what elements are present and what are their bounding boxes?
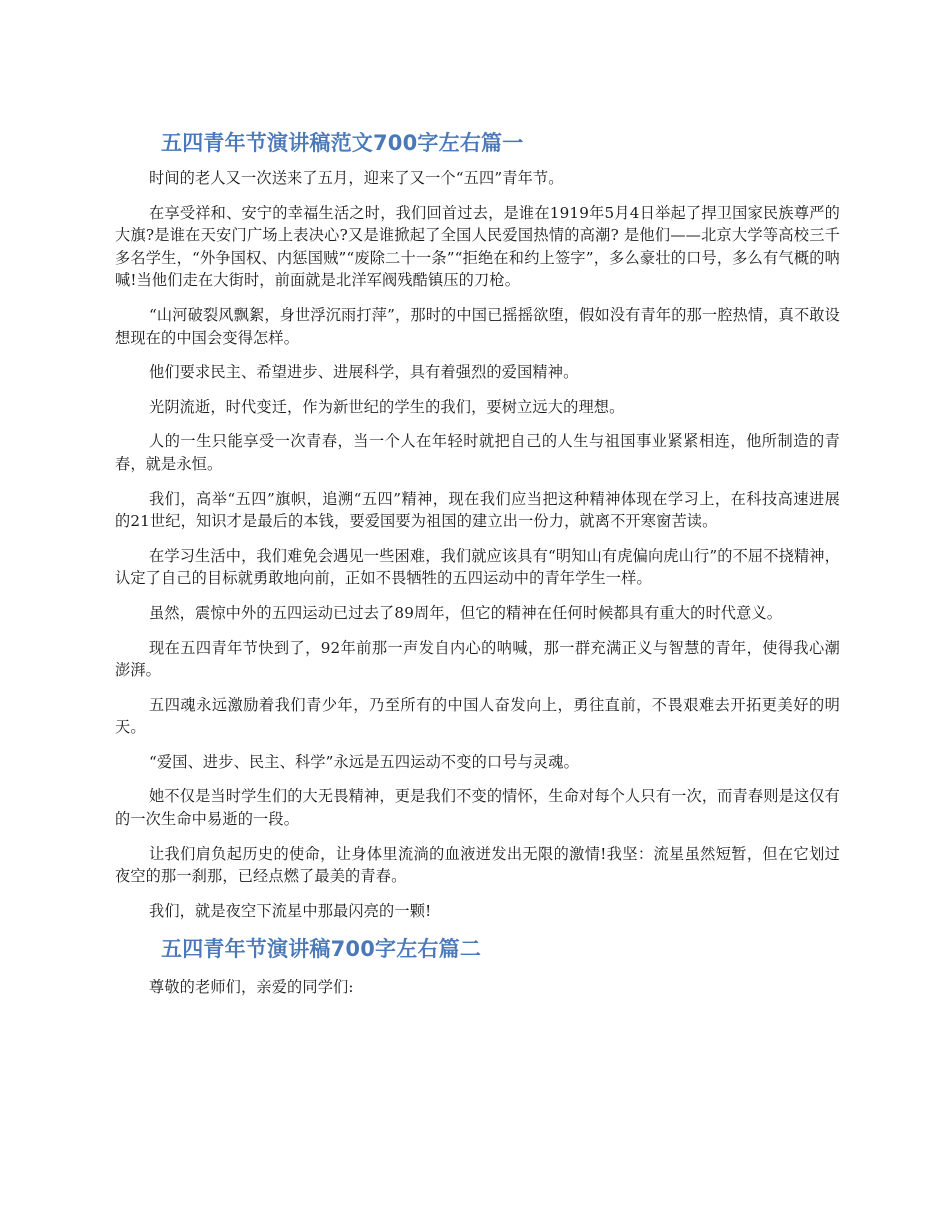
paragraph: 人的一生只能享受一次青春，当一个人在年轻时就把自己的人生与祖国事业紧紧相连，他所制造的青春，就是永恒。	[115, 432, 840, 473]
paragraph: 我们，就是夜空下流星中那最闪亮的一颗!	[149, 901, 432, 920]
paragraph: 让我们肩负起历史的使命，让身体里流淌的血液迸发出无限的激情!我坚：流星虽然短暂，但在它划过夜空的那一刹那，已经点燃了最美的青春。	[115, 844, 840, 886]
paragraph: 尊敬的老师们，亲爱的同学们:	[149, 978, 354, 997]
paragraph: “爱国、进步、民主、科学”永远是五四运动不变的口号与灵魂。	[149, 752, 579, 771]
paragraph: 他们要求民主、希望进步、进展科学，具有着强烈的爱国精神。	[149, 363, 579, 382]
paragraph: 在学习生活中，我们难免会遇见一些困难，我们就应该具有“明知山有虎偏向虎山行”的不屈不挠精神，认定了自己的目标就勇敢地向前，正如不畏牺牲的五四运动中的青年学生一样。	[115, 546, 840, 588]
paragraph: 在享受祥和、安宁的幸福生活之时，我们回首过去，是谁在1919年5月4日举起了捍卫国家民族尊严的大旗?是谁在天安门广场上表决心?又是谁掀起了全国人民爱国热情的高潮? 是他们——北京大学等高校三千多名学生，“外争国权、内惩国贼”“废除二十一条”“拒绝在和约上签字”，多么豪壮的口号，多么有气概的呐喊!当他们走在大街时，前面就是北洋军阀残酷镇压的刀枪。	[115, 203, 840, 290]
document-body	[115, 128, 840, 1011]
paragraph: 虽然，震惊中外的五四运动已过去了89周年，但它的精神在任何时候都具有重大的时代意义。	[149, 603, 783, 622]
section-1-heading: 五四青年节演讲稿范文700字左右篇一	[161, 131, 524, 155]
paragraph: 她不仅是当时学生们的大无畏精神，更是我们不变的情怀，生命对每个人只有一次，而青春则是这仅有的一次生命中易逝的一段。	[115, 787, 840, 829]
paragraph: “山河破裂风飘絮，身世浮沉雨打萍”，那时的中国已摇摇欲堕，假如没有青年的那一腔热情，真不敢设想现在的中国会变得怎样。	[115, 305, 840, 347]
paragraph: 时间的老人又一次送来了五月，迎来了又一个“五四”青年节。	[149, 169, 564, 187]
paragraph: 现在五四青年节快到了，92年前那一声发自内心的呐喊，那一群充满正义与智慧的青年，使得我心潮澎湃。	[115, 638, 840, 680]
section-2-heading: 五四青年节演讲稿700字左右篇二	[161, 937, 482, 962]
paragraph: 我们，高举“五四”旗帜，追溯“五四”精神，现在我们应当把这种精神体现在学习上，在科技高速进展的21世纪，知识才是最后的本钱，要爱国要为祖国的建立出一份力，就离不开寒窗苦读。	[115, 489, 840, 531]
paragraph: 光阴流逝，时代变迁，作为新世纪的学生的我们，要树立远大的理想。	[149, 397, 625, 416]
paragraph: 五四魂永远激励着我们青少年，乃至所有的中国人奋发向上，勇往直前，不畏艰难去开拓更美好的明天。	[115, 695, 840, 737]
